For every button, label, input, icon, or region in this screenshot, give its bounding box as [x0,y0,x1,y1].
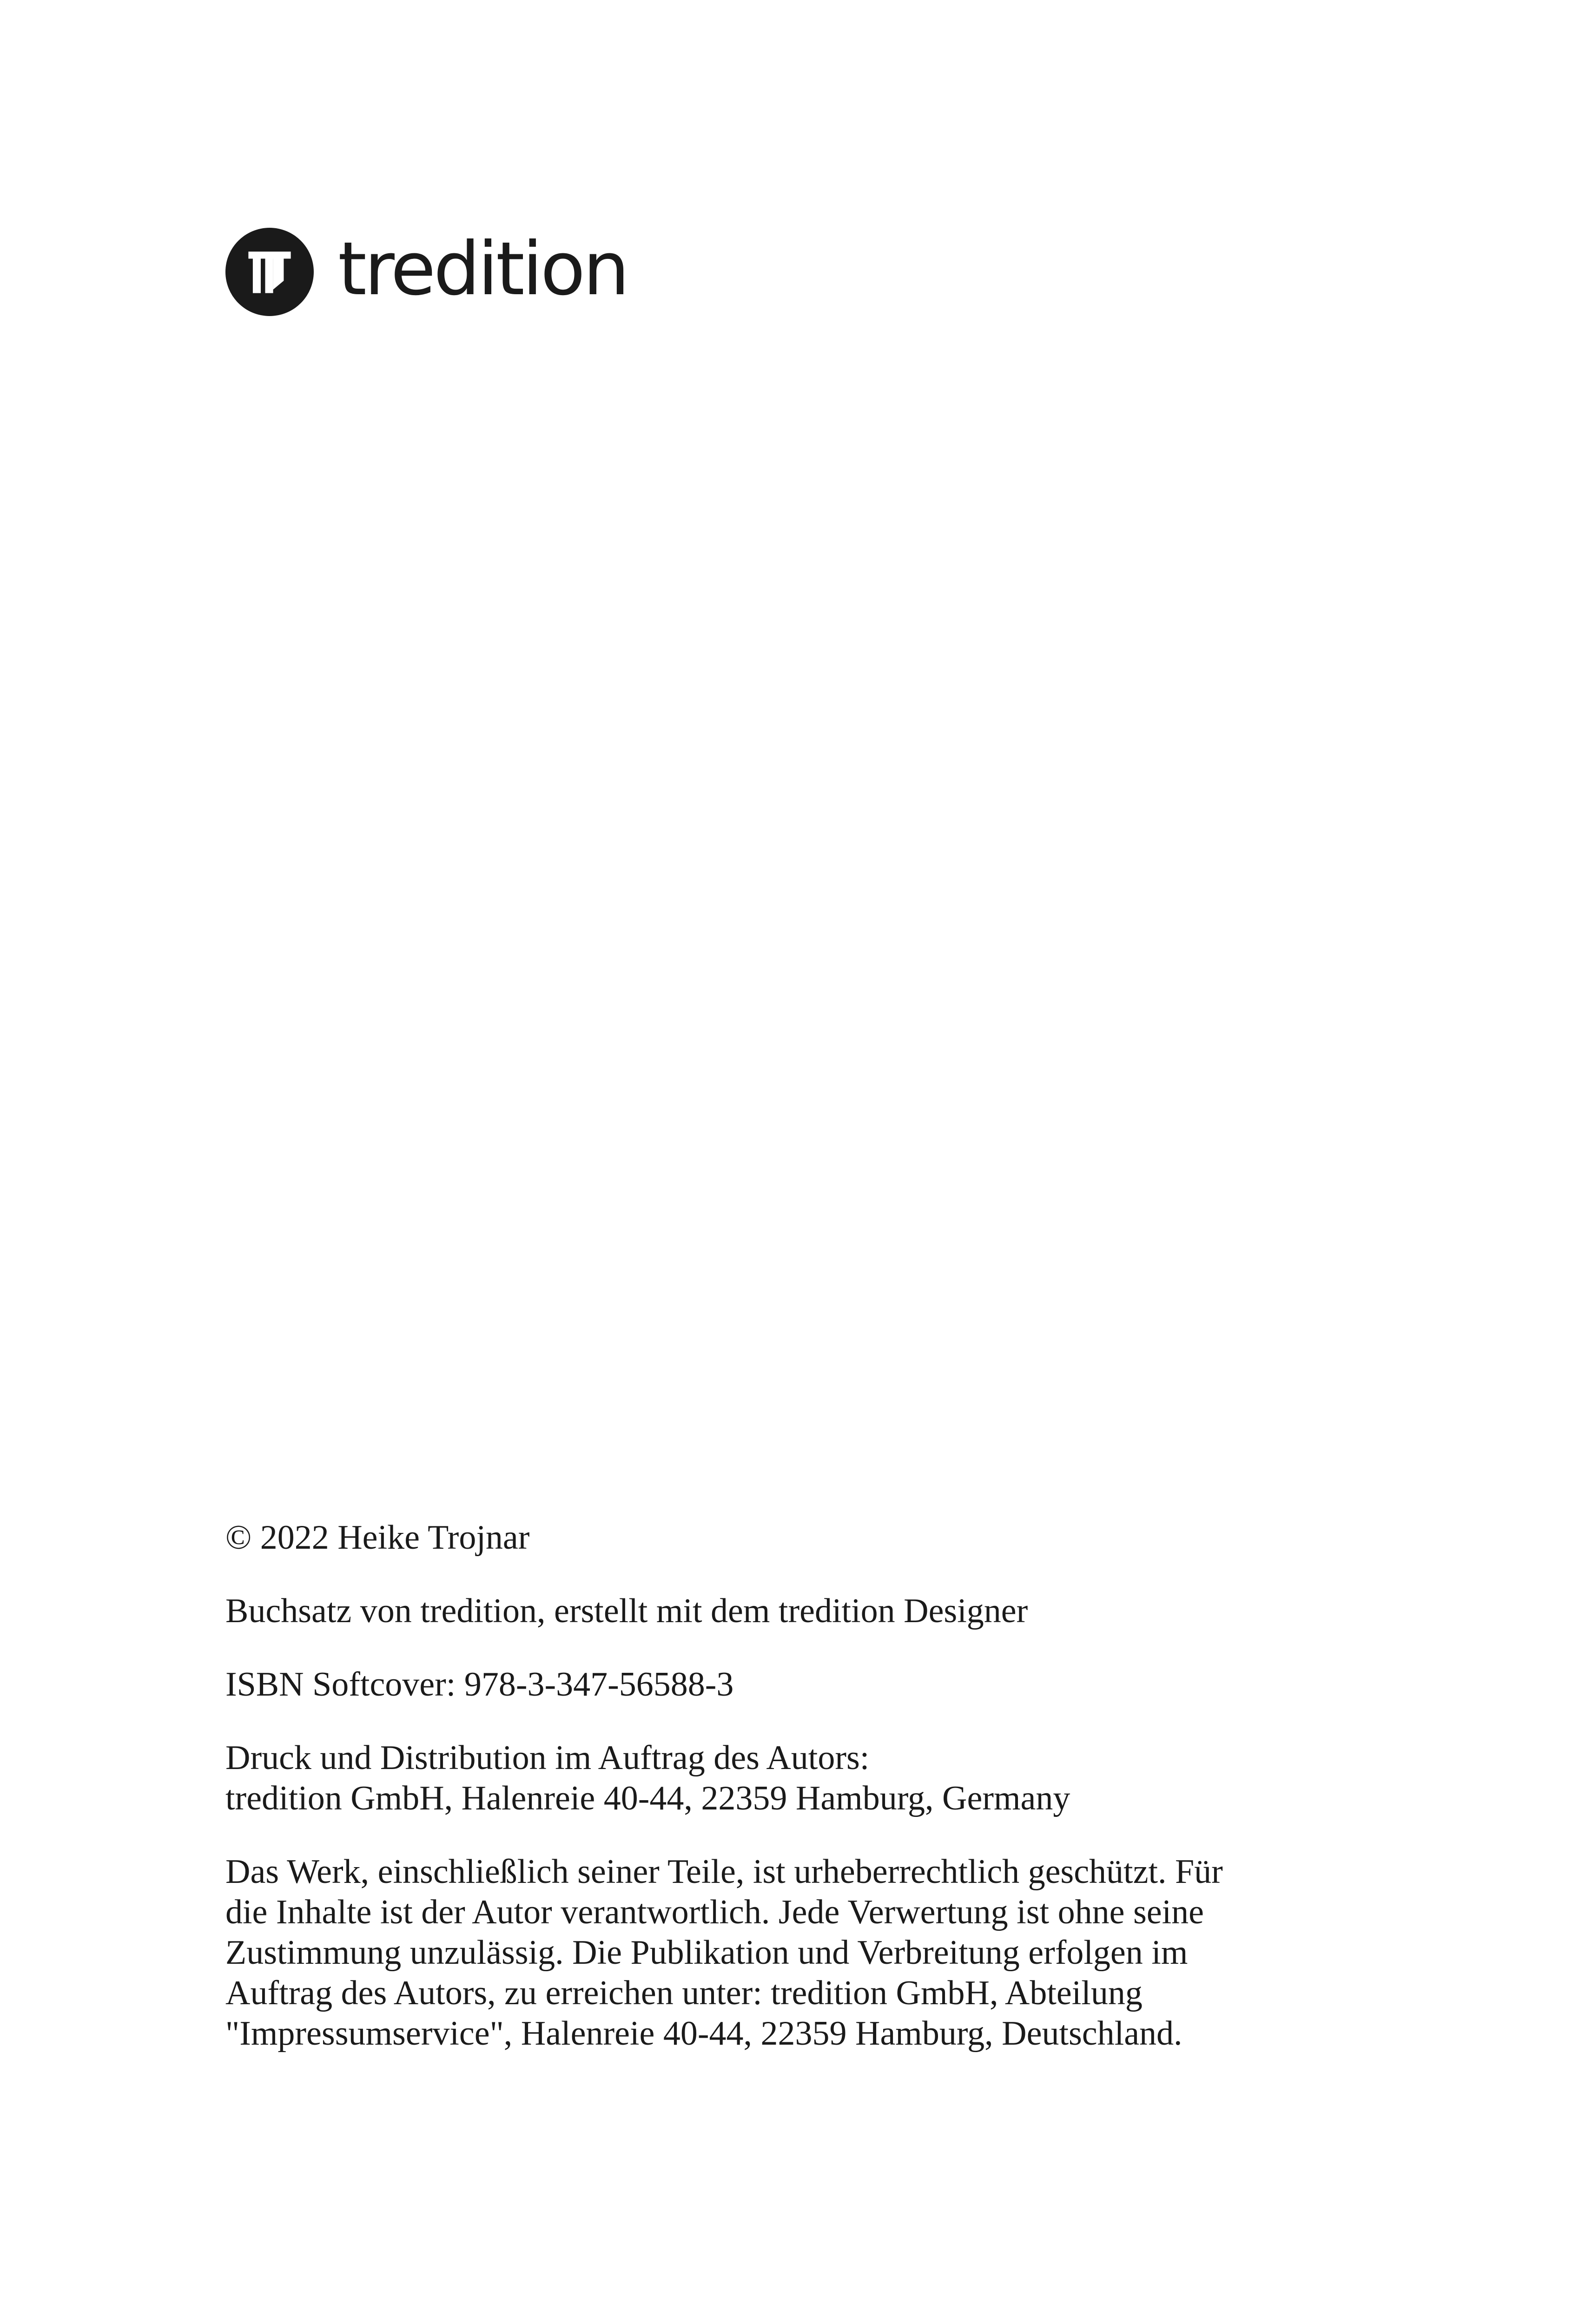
publisher-logo [225,228,628,316]
typesetting-line: Buchsatz von tredition, erstellt mit dem tredition Designer [225,1592,1028,1630]
legal-notice [225,1852,1374,2054]
isbn-line: ISBN Softcover: 978-3-347-56588-3 [225,1665,734,1703]
tredition-t-logo-icon [225,228,314,316]
legal-notice-line: Auftrag des Autors, zu erreichen unter: tredition GmbH, Abteilung [225,1974,1143,2012]
legal-notice-line: Das Werk, einschließlich seiner Teile, ist urheberrechtlich geschützt. Für [225,1853,1223,1891]
legal-notice-line: Zustimmung unzulässig. Die Publikation und Verbreitung erfolgen im [225,1934,1188,1972]
legal-notice-line: die Inhalte ist der Autor verantwortlich. Jede Verwertung ist ohne seine [225,1893,1204,1931]
distribution-block [225,1738,1374,1819]
publisher-name: tredition [338,226,628,312]
distribution-address-line: tredition GmbH, Halenreie 40-44, 22359 Hamburg, Germany [225,1779,1070,1817]
distribution-line: Druck und Distribution im Auftrag des Autors: [225,1739,870,1777]
copyright-line: © 2022 Heike Trojnar [225,1519,530,1557]
imprint-block [225,1518,1374,2054]
legal-notice-line: "Impressumservice", Halenreie 40-44, 22359 Hamburg, Deutschland. [225,2014,1182,2053]
